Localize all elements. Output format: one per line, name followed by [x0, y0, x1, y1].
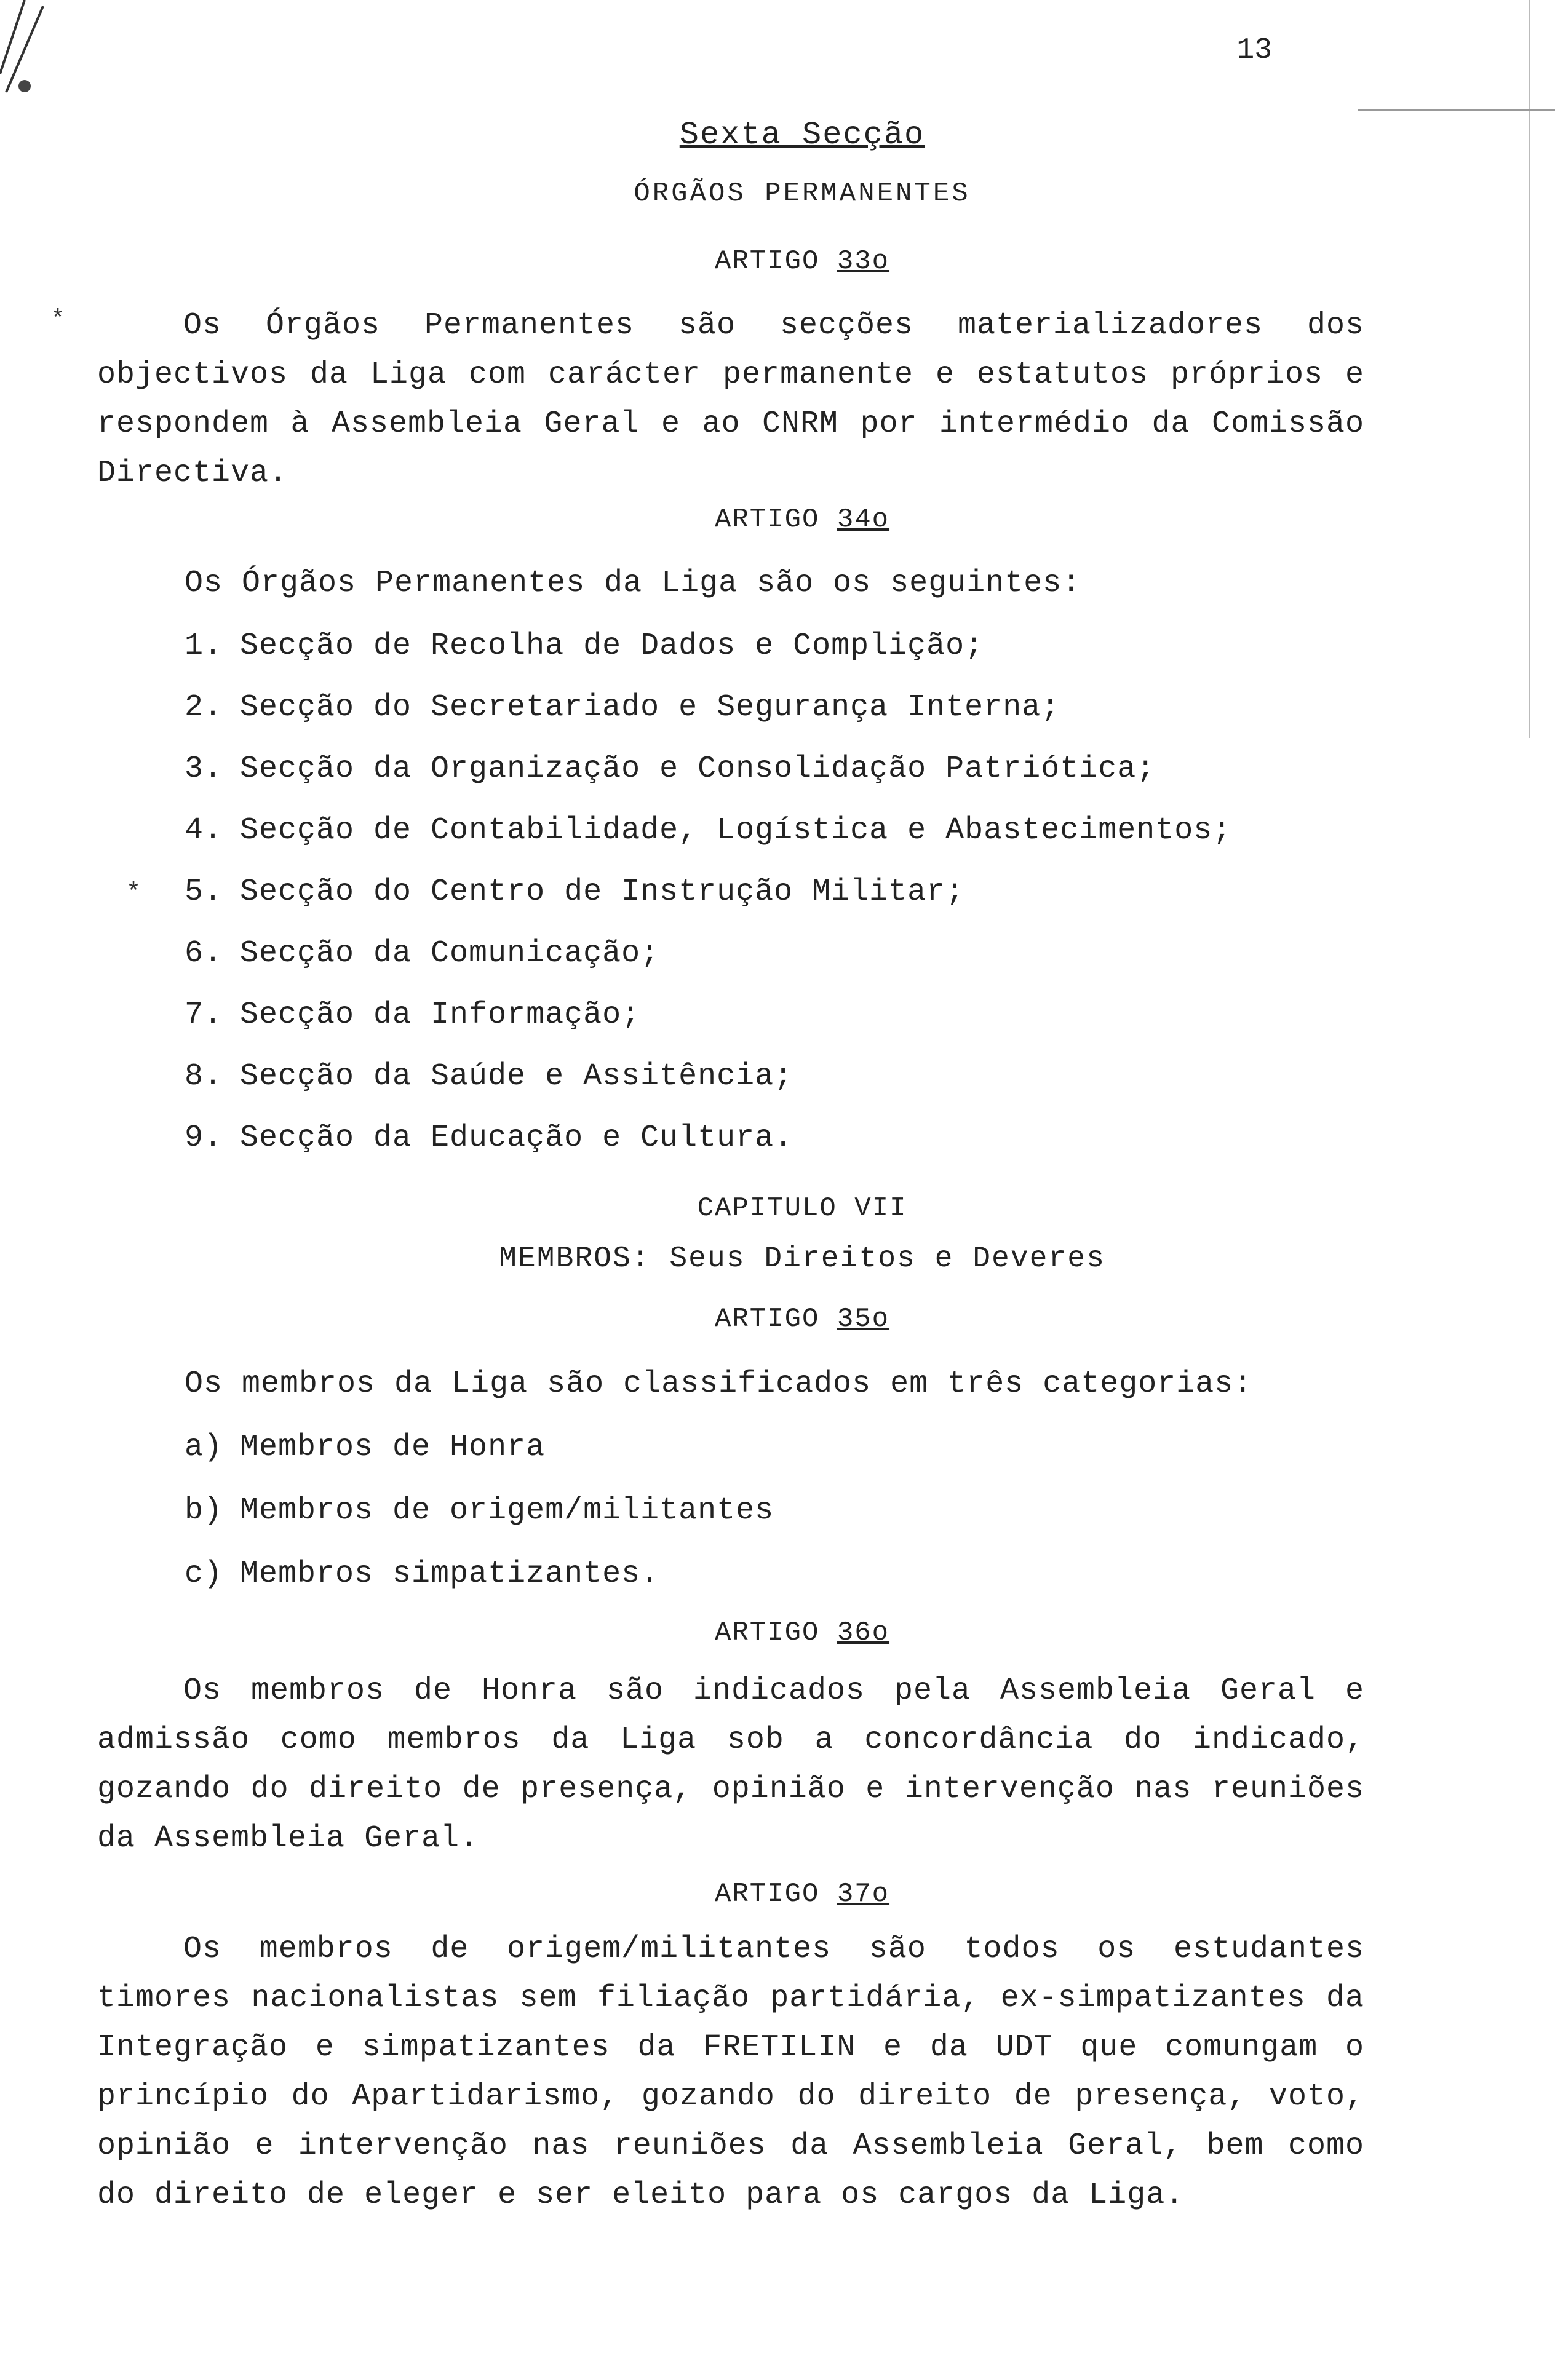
list-item: b) Membros de origem/militantes [185, 1493, 774, 1528]
list-item: 5. Secção do Centro de Instrução Militar; [185, 875, 965, 910]
article-33-number: 33o [837, 246, 890, 277]
article-37-label: ARTIGO [714, 1879, 820, 1910]
list-item: 8. Secção da Saúde e Assitência; [185, 1059, 793, 1094]
article-34-label: ARTIGO [714, 504, 820, 535]
chapter-title-row [0, 1193, 1555, 1224]
section-subtitle-row [0, 178, 1555, 209]
article-36-body: Os membros de Honra são indicados pela Assembleia Geral e admissão como membros da Liga sob a concordância do indicado, gozando do direito de presença, opinião e intervenção nas reuniões da Assembleia Geral. [97, 1673, 1364, 1856]
list-item: 6. Secção da Comunicação; [185, 936, 660, 971]
list-item: a) Membros de Honra [185, 1430, 546, 1465]
article-36-label: ARTIGO [714, 1617, 820, 1648]
article-37-body: Os membros de origem/militantes são todos os estudantes timores nacionalistas sem filiação partidária, ex-simpatizantes da Integração e simpatizantes da FRETILIN e da UDT que comungam o princípio do Apartidarismo, gozando do direito de presença, voto, opinião e intervenção nas reuniões da Assembleia Geral, bem como do direito de eleger e ser eleito para os cargos da Liga. [97, 1932, 1364, 2213]
article-34-number: 34o [837, 504, 890, 535]
scan-top-line [1358, 109, 1555, 111]
chapter-subtitle-row [0, 1242, 1555, 1275]
section-subtitle: ÓRGÃOS PERMANENTES [634, 178, 971, 209]
list-item: 7. Secção da Informação; [185, 998, 641, 1033]
article-36-heading [0, 1617, 1555, 1648]
list-item: c) Membros simpatizantes. [185, 1557, 660, 1592]
article-33-body: Os Órgãos Permanentes são secções materializadores dos objectivos da Liga com carácter permanente e estatutos próprios e respondem à Assembleia Geral e ao CNRM por intermédio da Comissão Directiva. [97, 308, 1364, 491]
article-36-number: 36o [837, 1617, 890, 1648]
page-number: 13 [1236, 34, 1272, 67]
article-37-number: 37o [837, 1879, 890, 1910]
scan-corner-mark [0, 0, 74, 98]
article-36-text [97, 1667, 1364, 1863]
chapter-subtitle: MEMBROS: Seus Direitos e Deveres [499, 1242, 1105, 1275]
margin-star-mark: * [50, 306, 66, 334]
article-37-text [97, 1925, 1364, 2220]
list-item: 2. Secção do Secretariado e Segurança Interna; [185, 690, 1060, 725]
list-item: 1. Secção de Recolha de Dados e Complição; [185, 629, 984, 664]
article-37-heading [0, 1879, 1555, 1910]
article-35-label: ARTIGO [714, 1304, 820, 1335]
article-35-number: 35o [837, 1304, 890, 1335]
article-33-heading [0, 246, 1555, 277]
article-33-text [97, 301, 1364, 498]
article-34-intro: Os Órgãos Permanentes da Liga são os seguintes: [185, 566, 1081, 601]
section-title-row [0, 117, 1555, 153]
article-35-heading [0, 1304, 1555, 1335]
article-35-intro: Os membros da Liga são classificados em três categorias: [185, 1367, 1253, 1402]
list-item: 4. Secção de Contabilidade, Logística e Abastecimentos; [185, 813, 1232, 848]
chapter-title: CAPITULO VII [697, 1193, 907, 1224]
list-item: 3. Secção da Organização e Consolidação Patriótica; [185, 752, 1156, 787]
list-item: 9. Secção da Educação e Cultura. [185, 1121, 793, 1156]
article-34-heading [0, 504, 1555, 535]
margin-star-mark-2: * [126, 879, 141, 907]
article-33-label: ARTIGO [714, 246, 820, 277]
section-title: Sexta Secção [679, 117, 925, 153]
